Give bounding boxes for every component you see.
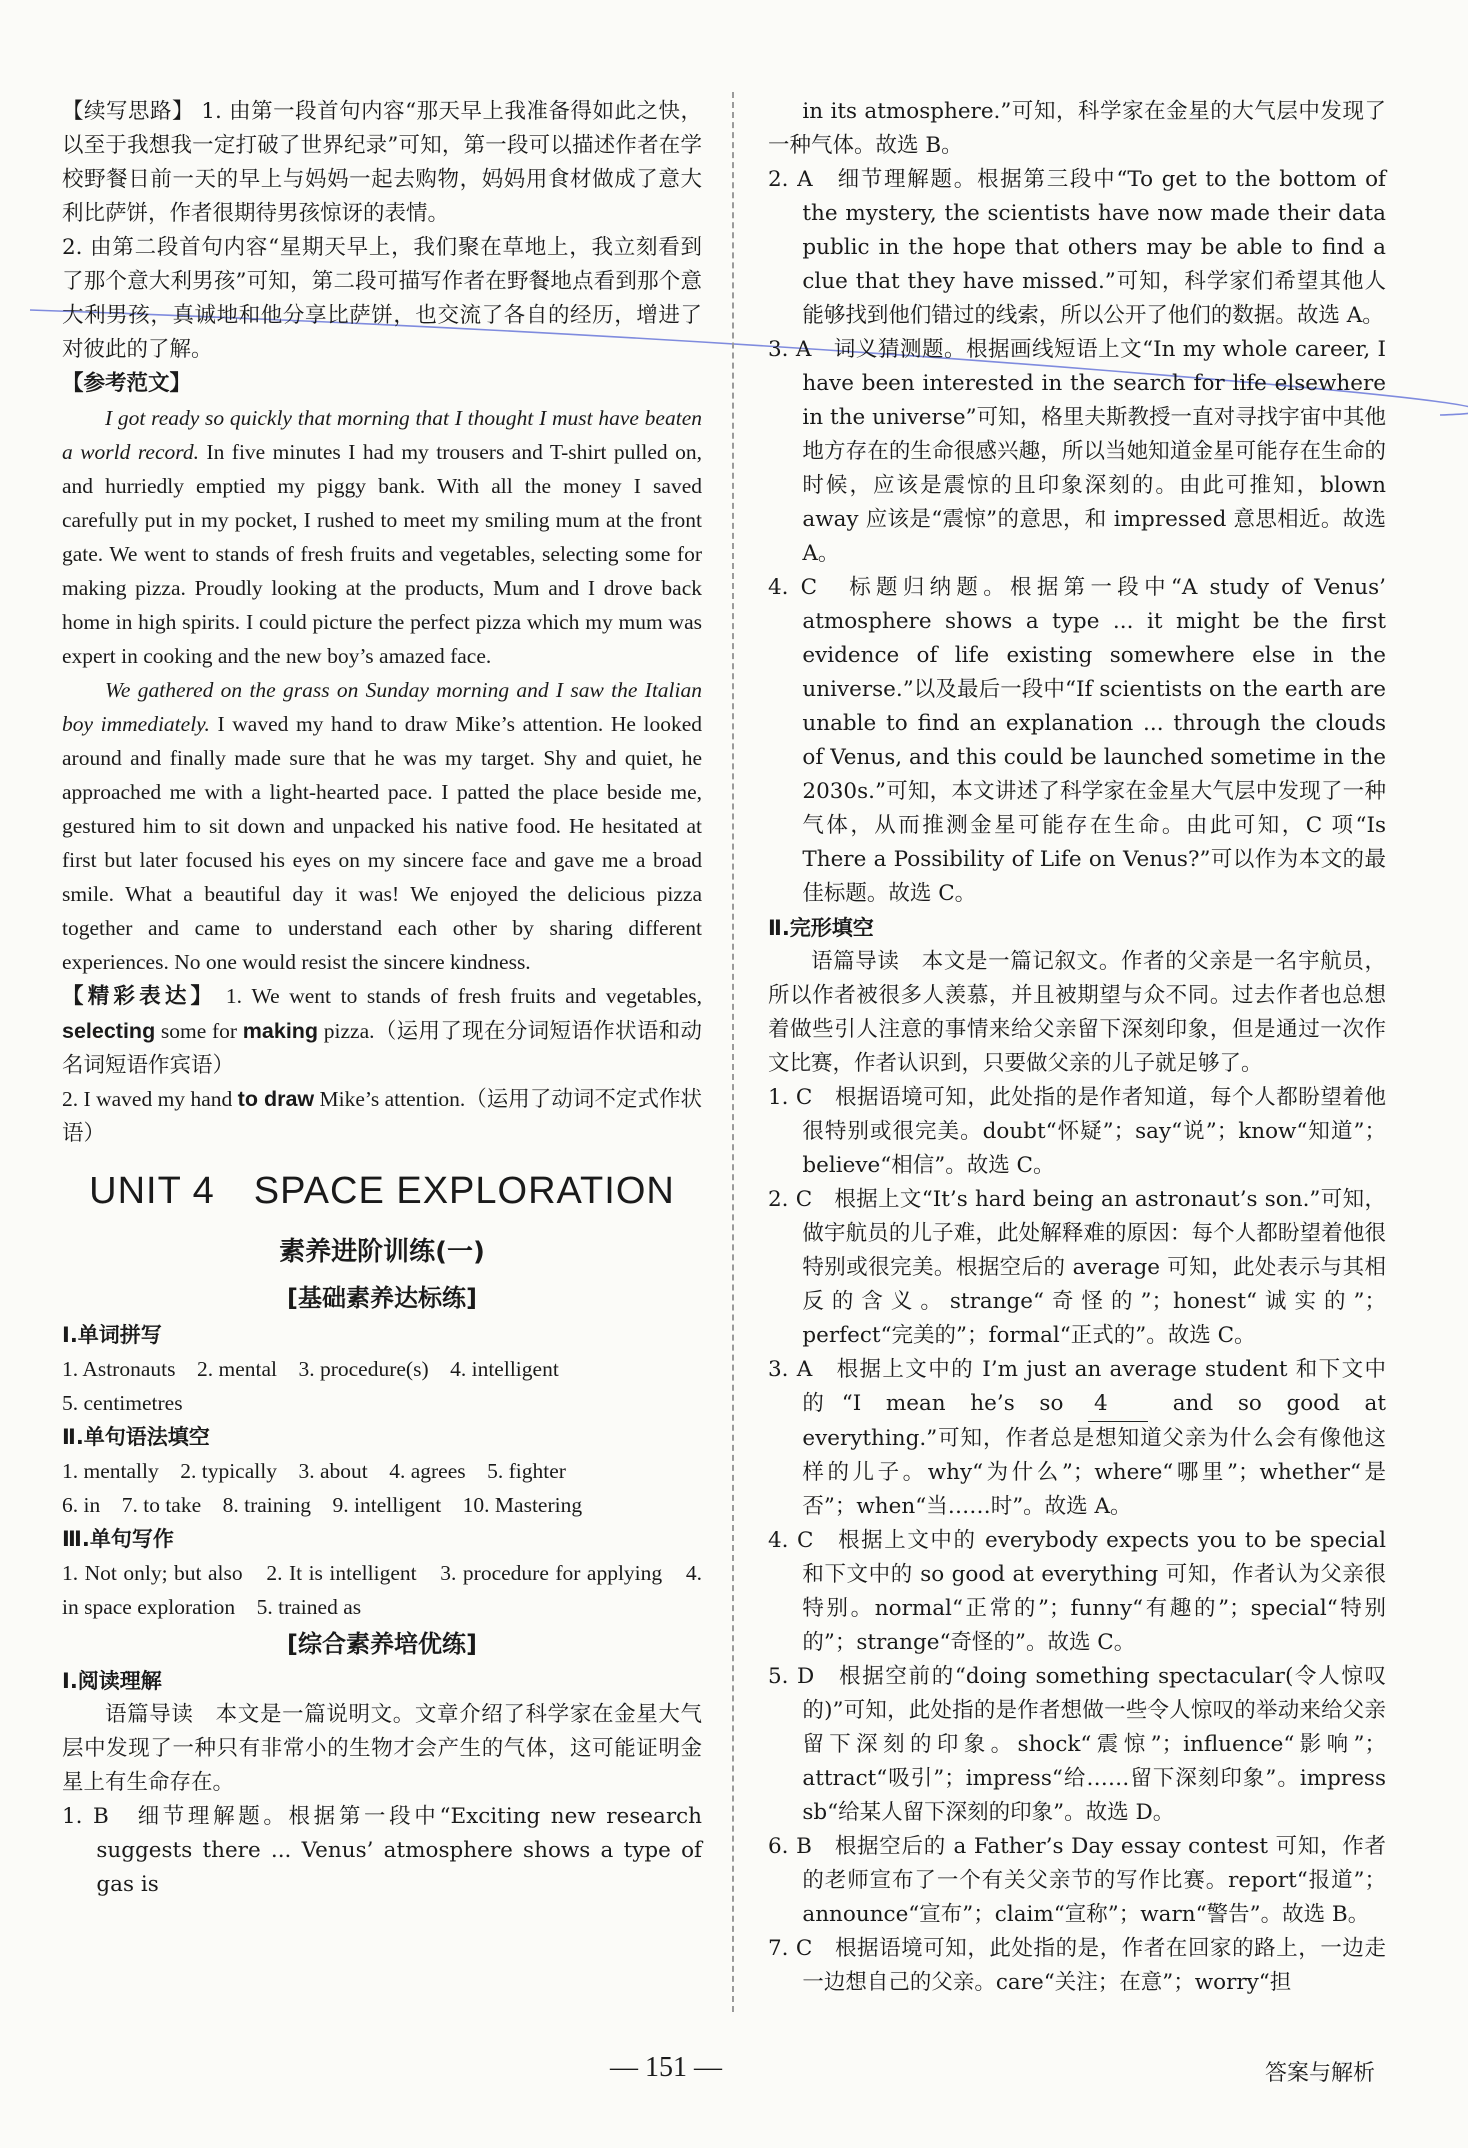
spelling-answers-2: 5. centimetres — [62, 1391, 183, 1415]
highlight-expression-1 — [62, 979, 702, 1082]
basic-section-title: [基础素养达标练] — [287, 1284, 477, 1312]
section-spelling: Ⅰ.单词拼写 — [62, 1323, 162, 1347]
highlight-expression-2 — [62, 1082, 702, 1150]
highlight-1-bold-2: making — [242, 1019, 319, 1043]
reading-answer-4: 4. C 标题归纳题。根据第一段中“A study of Venus’ atmosphere shows a type ... it might be the first evidence of life existing somewhere else in the universe.”以及最后一段中“If scientists on the earth are unable to find an explanation ... through the clouds of Venus, and this could be launched sometime in the 2030s.”可知，本文讲述了科学家在金星大气层中发现了一种气体，从而推测金星可能存在生命。由此可知，C 项“Is There a Possibility of Life on Venus?”可以作为本文的最佳标题。故选 C。 — [768, 575, 1386, 906]
reading-answer-2: 2. A 细节理解题。根据第三段中“To get to the bottom of the mystery, the scientists have now made their data public in the hope that others may be able to find a clue that they have missed.”可知，科学家们希望其他人能够找到他们错过的线索，所以公开了他们的数据。故选 A。 — [768, 167, 1386, 328]
highlight-1-bold-1: selecting — [62, 1019, 156, 1043]
writing-answers: 1. Not only; but also 2. It is intelligent 3. procedure for applying 4. in space exploration 5. trained as — [62, 1561, 702, 1619]
comprehensive-section-title: [综合素养培优练] — [287, 1630, 477, 1658]
spelling-answers-1: 1. Astronauts 2. mental 3. procedure(s) 4. intelligent — [62, 1357, 559, 1381]
essay-paragraph-2 — [62, 673, 702, 979]
highlight-heading: 【精彩表达】 — [62, 984, 217, 1009]
left-column — [62, 95, 702, 1902]
unit-title: UNIT 4 SPACE EXPLORATION — [89, 1170, 675, 1212]
reference-essay-heading: 【参考范文】 — [62, 371, 192, 396]
essay-p2-opening: We gathered on the grass on Sunday morning and I saw the Italian boy immediately. — [62, 678, 702, 736]
cloze-guide: 语篇导读 本文是一篇记叙文。作者的父亲是一名宇航员，所以作者被很多人羡慕，并且被期望与众不同。过去作者也总想着做些引人注意的事情来给父亲留下深刻印象，但是通过一次作文比赛，作者认识到，只要做父亲的儿子就足够了。 — [768, 949, 1386, 1076]
reading-answer-3: 3. A 词义猜测题。根据画线短语上文“In my whole career, I have been interested in the search for life elsewhere in the universe”可知，格里夫斯教授一直对寻找宇宙中其他地方存在的生命很感兴趣，所以当她知道金星可能存在生命的时候，应该是震惊的且印象深刻的。由此可推知，blown away 应该是“震惊”的意思，和 impressed 意思相近。故选 A。 — [768, 337, 1386, 566]
grammar-answers-1: 1. mentally 2. typically 3. about 4. agrees 5. fighter — [62, 1459, 566, 1483]
training-title: 素养进阶训练(一) — [279, 1237, 485, 1267]
highlight-1-d: pizza.（运用了现在分词短语作状语和动名词短语作宾语） — [62, 1019, 702, 1077]
reading-answer-1: 1. B 细节理解题。根据第一段中“Exciting new research suggests there ... Venus’ atmosphere shows a type of gas is — [62, 1804, 702, 1897]
highlight-1-a: 1. We went to stands of fresh fruits and vegetables, — [216, 984, 702, 1008]
cloze-answer-5: 5. D 根据空前的“doing something spectacular(令人惊叹的)”可知，此处指的是作者想做一些令人惊叹的举动来给父亲留下深刻的印象。shock“震惊”；influence“影响”；attract“吸引”；impress“给……留下深刻印象”。impress sb“给某人留下深刻的印象”。故选 D。 — [768, 1664, 1386, 1825]
highlight-2-a: 2. I waved my hand — [62, 1087, 238, 1111]
grammar-answers-2: 6. in 7. to take 8. training 9. intelligent 10. Mastering — [62, 1493, 583, 1517]
cloze-answer-7: 7. C 根据语境可知，此处指的是，作者在回家的路上，一边走一边想自己的父亲。care“关注；在意”；worry“担 — [768, 1936, 1386, 1995]
page-number: — 151 — — [610, 2052, 722, 2083]
cloze-blank-number: 4 — [1088, 1387, 1148, 1422]
cloze-3-b: and so good at everything.”可知，作者总是想知道父亲为什么会有像他这样的儿子。why“为什么”；where“哪里”；whether“是否”；when“当……时”。故选 A。 — [802, 1391, 1386, 1519]
section-footer-label: 答案与解析 — [1265, 2061, 1376, 2086]
highlight-1-c: some for — [155, 1019, 243, 1043]
cloze-answer-1: 1. C 根据语境可知，此处指的是作者知道，每个人都盼望着他很特别或很完美。doubt“怀疑”；say“说”；know“知道”；believe“相信”。故选 C。 — [768, 1085, 1386, 1178]
section-cloze: Ⅱ.完形填空 — [768, 916, 874, 940]
cloze-answer-3 — [768, 1353, 1386, 1524]
essay-p1-body: In five minutes I had my trousers and T-shirt pulled on, and hurriedly emptied my piggy bank. With all the money I saved carefully put in my pocket, I rushed to meet my smiling mum at the front gate. We went to stands of fresh fruits and vegetables, selecting some for making pizza. Proudly looking at the products, Mum and I drove back home in high spirits. I could picture the perfect pizza which my mum was expert in cooking and the new boy’s amazed face. — [62, 440, 702, 668]
section-reading: Ⅰ.阅读理解 — [62, 1669, 162, 1693]
essay-p2-body: I waved my hand to draw Mike’s attention. He looked around and finally made sure that he was my target. Shy and quiet, he approached me with a light-hearted pace. I patted the place beside me, gestured him to sit down and unpacked his native food. He hesitated at first but later focused his eyes on my sincere face and gave me a broad smile. What a beautiful day it was! We enjoyed the delicious pizza together and came to understand each other by sharing different experiences. No one would resist the sincere kindness. — [62, 712, 702, 974]
continuation-idea-1: 【续写思路】 1. 由第一段首句内容“那天早上我准备得如此之快，以至于我想我一定打破了世界纪录”可知，第一段可以描述作者在学校野餐日前一天的早上与妈妈一起去购物，妈妈用食材做成了意大利比萨饼，作者很期待男孩惊讶的表情。 — [62, 99, 702, 226]
cloze-answer-4: 4. C 根据上文中的 everybody expects you to be special 和下文中的 so good at everything 可知，作者认为父亲很特别。normal“正常的”；funny“有趣的”；special“特别的”；strange“奇怪的”。故选 C。 — [768, 1528, 1386, 1655]
section-sentence-writing: Ⅲ.单句写作 — [62, 1527, 174, 1551]
reading-guide: 语篇导读 本文是一篇说明文。文章介绍了科学家在金星大气层中发现了一种只有非常小的生物才会产生的气体，这可能证明金星上有生命存在。 — [62, 1702, 702, 1795]
cloze-answer-6: 6. B 根据空后的 a Father’s Day essay contest 可知，作者的老师宣布了一个有关父亲节的写作比赛。report“报道”；announce“宣布”；claim“宣称”；warn“警告”。故选 B。 — [768, 1834, 1386, 1927]
column-divider — [732, 92, 734, 2012]
section-grammar-fill: Ⅱ.单句语法填空 — [62, 1425, 210, 1449]
cloze-answer-2: 2. C 根据上文“It’s hard being an astronaut’s son.”可知，做宇航员的儿子难，此处解释难的原因：每个人都盼望着他很特别或很完美。根据空后的 average 可知，此处表示与其相反的含义。strange“奇怪的”；honest“诚实的”；perfect“完美的”；formal“正式的”。故选 C。 — [768, 1187, 1386, 1348]
highlight-2-bold: to draw — [237, 1087, 315, 1111]
right-column — [768, 95, 1386, 2000]
cloze-3-a: 3. A 根据上文中的 I’m just an average student 和下文中的“I mean he’s so — [768, 1357, 1386, 1416]
essay-paragraph-1 — [62, 401, 702, 673]
essay-p1-opening: I got ready so quickly that morning that I thought I must have beaten a world record. — [62, 406, 702, 464]
continuation-idea-2: 2. 由第二段首句内容“星期天早上，我们聚在草地上，我立刻看到了那个意大利男孩”可知，第二段可描写作者在野餐地点看到那个意大利男孩，真诚地和他分享比萨饼，也交流了各自的经历，增进了对彼此的了解。 — [62, 235, 702, 362]
reading-answer-1-cont: in its atmosphere.”可知，科学家在金星的大气层中发现了一种气体。故选 B。 — [768, 99, 1386, 158]
highlight-2-c: Mike’s attention.（运用了动词不定式作状语） — [62, 1087, 702, 1145]
